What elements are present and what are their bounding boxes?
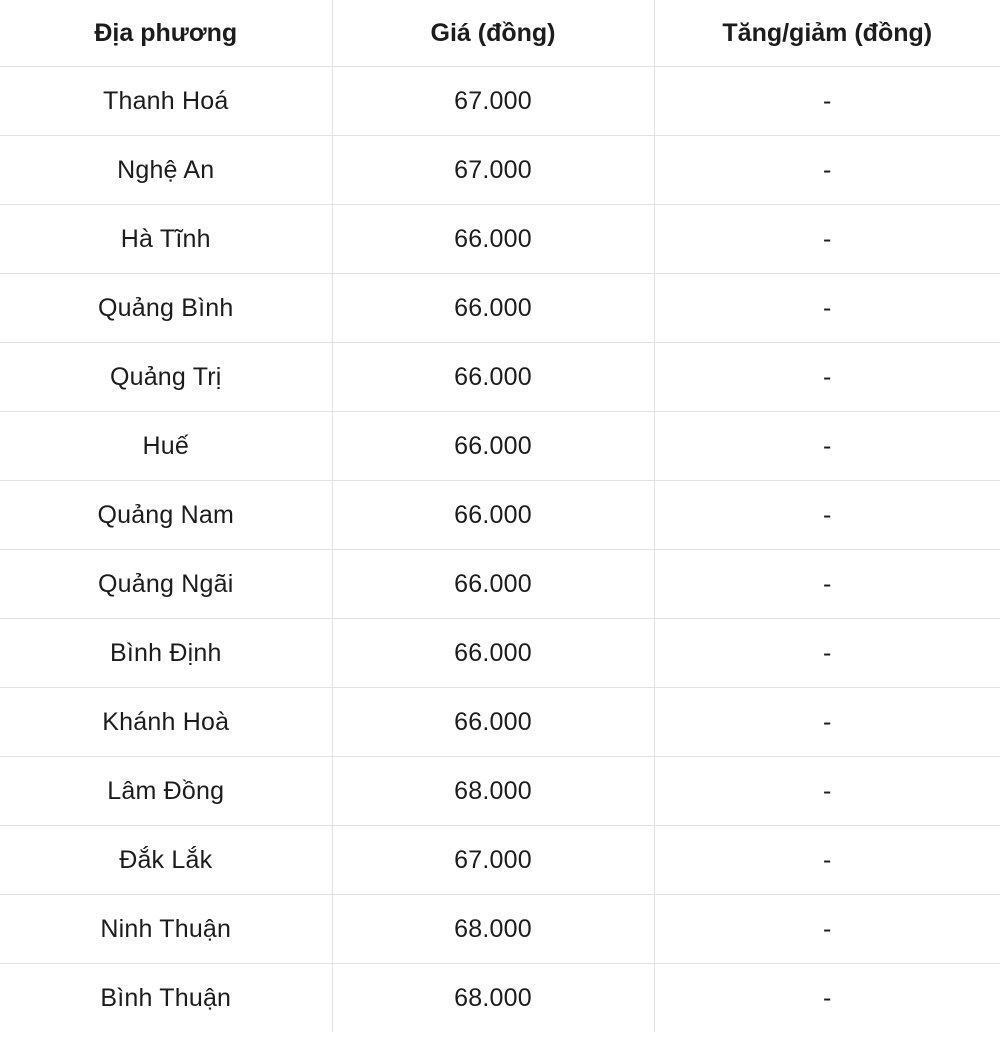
table-row xyxy=(0,757,1000,826)
change-value: - xyxy=(822,224,832,253)
column-header-change: Tăng/giảm (đồng) xyxy=(654,0,1000,67)
cell-change xyxy=(654,481,1000,550)
cell-price: 68.000 xyxy=(332,757,654,826)
table-row xyxy=(0,67,1000,136)
cell-locality: Đắk Lắk xyxy=(0,826,332,895)
table-row xyxy=(0,412,1000,481)
change-value: - xyxy=(822,362,832,391)
cell-locality: Khánh Hoà xyxy=(0,688,332,757)
cell-price: 66.000 xyxy=(332,619,654,688)
cell-change xyxy=(654,274,1000,343)
cell-price: 66.000 xyxy=(332,412,654,481)
cell-price: 66.000 xyxy=(332,274,654,343)
cell-locality: Quảng Nam xyxy=(0,481,332,550)
column-header-locality: Địa phương xyxy=(0,0,332,67)
cell-price: 67.000 xyxy=(332,67,654,136)
change-value: - xyxy=(822,500,832,529)
table-row xyxy=(0,550,1000,619)
cell-change xyxy=(654,619,1000,688)
cell-locality: Bình Định xyxy=(0,619,332,688)
cell-price: 66.000 xyxy=(332,481,654,550)
cell-change xyxy=(654,757,1000,826)
table-row xyxy=(0,481,1000,550)
cell-locality: Bình Thuận xyxy=(0,964,332,1033)
cell-locality: Huế xyxy=(0,412,332,481)
cell-price: 66.000 xyxy=(332,550,654,619)
table-row xyxy=(0,688,1000,757)
cell-price: 66.000 xyxy=(332,688,654,757)
change-value: - xyxy=(822,86,832,115)
cell-price: 67.000 xyxy=(332,826,654,895)
table-header-row xyxy=(0,0,1000,67)
column-header-price: Giá (đồng) xyxy=(332,0,654,67)
table-row xyxy=(0,826,1000,895)
cell-price: 68.000 xyxy=(332,964,654,1033)
cell-price: 67.000 xyxy=(332,136,654,205)
change-value: - xyxy=(822,569,832,598)
table-row xyxy=(0,136,1000,205)
cell-change xyxy=(654,964,1000,1033)
cell-change xyxy=(654,343,1000,412)
table-body xyxy=(0,67,1000,1033)
table-row xyxy=(0,619,1000,688)
cell-locality: Hà Tĩnh xyxy=(0,205,332,274)
cell-locality: Quảng Ngãi xyxy=(0,550,332,619)
table-row xyxy=(0,343,1000,412)
table-header xyxy=(0,0,1000,67)
change-value: - xyxy=(822,914,832,943)
change-value: - xyxy=(822,155,832,184)
cell-locality: Lâm Đồng xyxy=(0,757,332,826)
change-value: - xyxy=(822,293,832,322)
table-row xyxy=(0,895,1000,964)
table-row xyxy=(0,205,1000,274)
cell-locality: Thanh Hoá xyxy=(0,67,332,136)
change-value: - xyxy=(822,983,832,1012)
change-value: - xyxy=(822,431,832,460)
cell-locality: Nghệ An xyxy=(0,136,332,205)
change-value: - xyxy=(822,638,832,667)
cell-price: 68.000 xyxy=(332,895,654,964)
change-value: - xyxy=(822,776,832,805)
cell-locality: Ninh Thuận xyxy=(0,895,332,964)
change-value: - xyxy=(822,845,832,874)
cell-locality: Quảng Bình xyxy=(0,274,332,343)
cell-price: 66.000 xyxy=(332,205,654,274)
cell-change xyxy=(654,688,1000,757)
change-value: - xyxy=(822,707,832,736)
cell-price: 66.000 xyxy=(332,343,654,412)
table-row xyxy=(0,274,1000,343)
cell-locality: Quảng Trị xyxy=(0,343,332,412)
cell-change xyxy=(654,205,1000,274)
cell-change xyxy=(654,136,1000,205)
cell-change xyxy=(654,412,1000,481)
cell-change xyxy=(654,67,1000,136)
cell-change xyxy=(654,895,1000,964)
cell-change xyxy=(654,550,1000,619)
table-row xyxy=(0,964,1000,1033)
cell-change xyxy=(654,826,1000,895)
